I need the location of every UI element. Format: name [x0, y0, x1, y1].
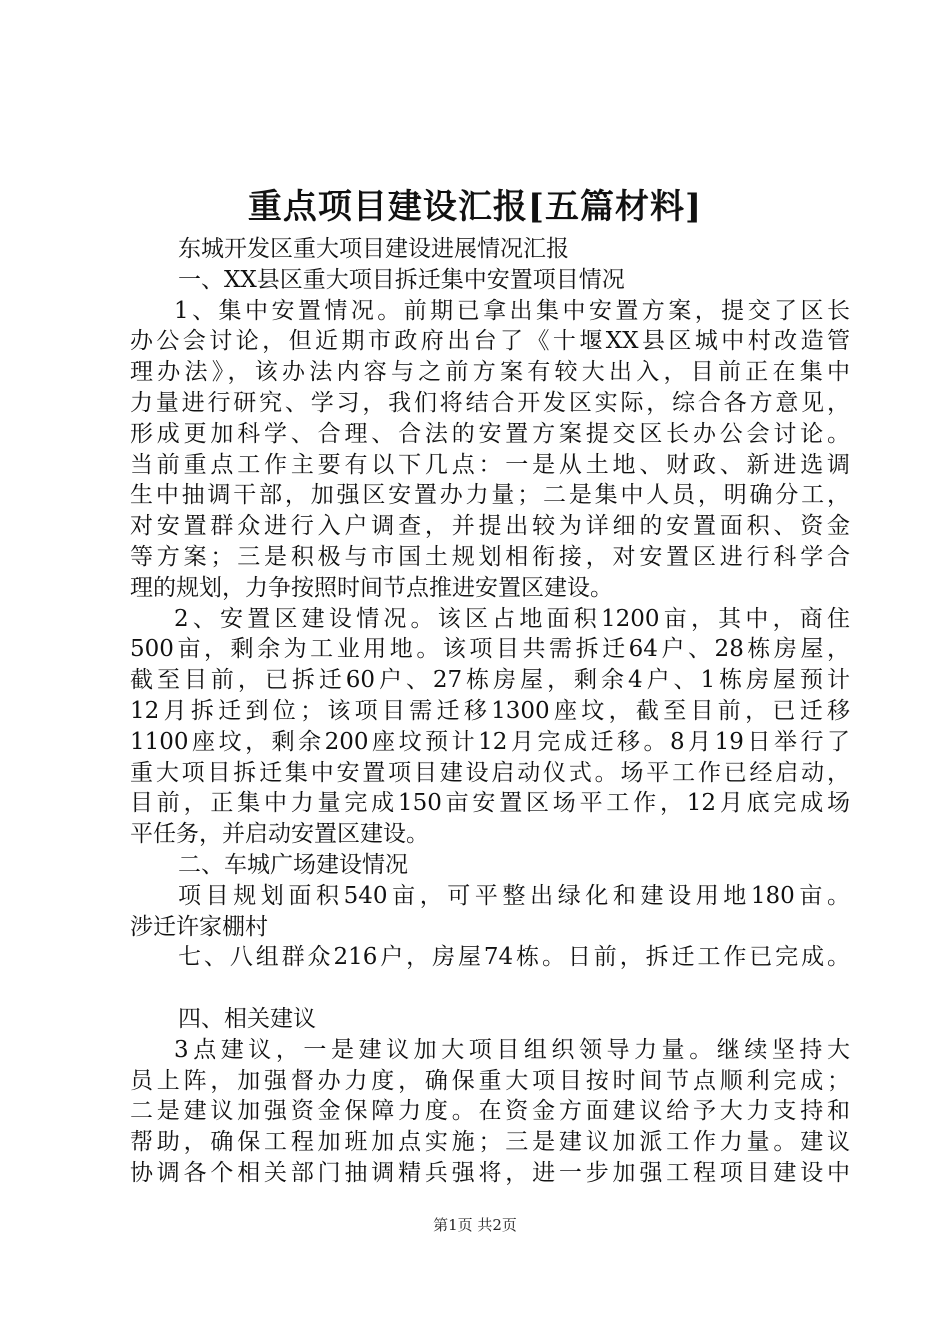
paragraph-line: 形成更加科学、合理、合法的安置方案提交区长办公会讨论。 [130, 420, 850, 447]
paragraph-line: 七、八组群众216户，房屋74栋。日前，拆迁工作已完成。 [178, 944, 850, 971]
paragraph-line: 当前重点工作主要有以下几点：一是从土地、财政、新进选调 [130, 451, 850, 478]
paragraph-line: 平任务，并启动安置区建设。 [130, 821, 429, 848]
paragraph-line: 项目规划面积540亩，可平整出绿化和建设用地180亩。 [178, 882, 850, 909]
paragraph-line: 办公会讨论，但近期市政府出台了《十堰XX县区城中村改造管 [130, 328, 850, 355]
paragraph-line: 500亩，剩余为工业用地。该项目共需拆迁64户、28栋房屋， [130, 636, 850, 663]
paragraph-line: 等方案；三是积极与市国土规划相衔接，对安置区进行科学合 [130, 543, 850, 570]
paragraph-line: 12月拆迁到位；该项目需迁移1300座坟，截至目前，已迁移 [130, 697, 850, 724]
paragraph-line: 帮助，确保工程加班加点实施；三是建议加派工作力量。建议 [130, 1129, 850, 1156]
paragraph-line: 一、XX县区重大项目拆迁集中安置项目情况 [178, 266, 625, 293]
paragraph-line: 力量进行研究、学习，我们将结合开发区实际，综合各方意见， [130, 389, 850, 416]
paragraph-line: 员上阵，加强督办力度，确保重大项目按时间节点顺利完成； [130, 1067, 850, 1094]
paragraph-line: 截至目前，已拆迁60户、27栋房屋，剩余4户、1栋房屋预计 [130, 667, 850, 694]
paragraph-line: 二、车城广场建设情况 [178, 851, 408, 878]
paragraph-line: 对安置群众进行入户调查，并提出较为详细的安置面积、资金 [130, 513, 850, 540]
paragraph-line: 协调各个相关部门抽调精兵强将，进一步加强工程项目建设中 [130, 1159, 850, 1186]
paragraph-line: 东城开发区重大项目建设进展情况汇报 [178, 236, 569, 262]
paragraph-line: 2、安置区建设情况。该区占地面积1200亩，其中，商住 [174, 605, 850, 632]
paragraph-line: 理办法》，该办法内容与之前方案有较大出入，目前正在集中 [130, 359, 850, 386]
paragraph-line: 四、相关建议 [178, 1005, 316, 1032]
paragraph-line: 生中抽调干部，加强区安置办力量；二是集中人员，明确分工， [130, 482, 850, 509]
paragraph-line: 目前，正集中力量完成150亩安置区场平工作，12月底完成场 [130, 790, 850, 817]
paragraph-line: 理的规划，力争按照时间节点推进安置区建设。 [130, 574, 613, 601]
blank-line [130, 973, 850, 1004]
paragraph-line: 二是建议加强资金保障力度。在资金方面建议给予大力支持和 [130, 1098, 850, 1125]
paragraph-line: 3点建议，一是建议加大项目组织领导力量。继续坚持大 [174, 1036, 850, 1063]
paragraph-line: 1100座坟，剩余200座坟预计12月完成迁移。8月19日举行了 [130, 728, 850, 755]
document-body [130, 234, 850, 1189]
document-title: 重点项目建设汇报[五篇材料] [247, 187, 703, 227]
page-footer: 第1页 共2页 [433, 1216, 517, 1234]
paragraph-line: 涉迁许家棚村 [130, 913, 268, 940]
paragraph-line: 1、集中安置情况。前期已拿出集中安置方案，提交了区长 [174, 297, 850, 324]
paragraph-line: 重大项目拆迁集中安置项目建设启动仪式。场平工作已经启动， [130, 759, 850, 786]
